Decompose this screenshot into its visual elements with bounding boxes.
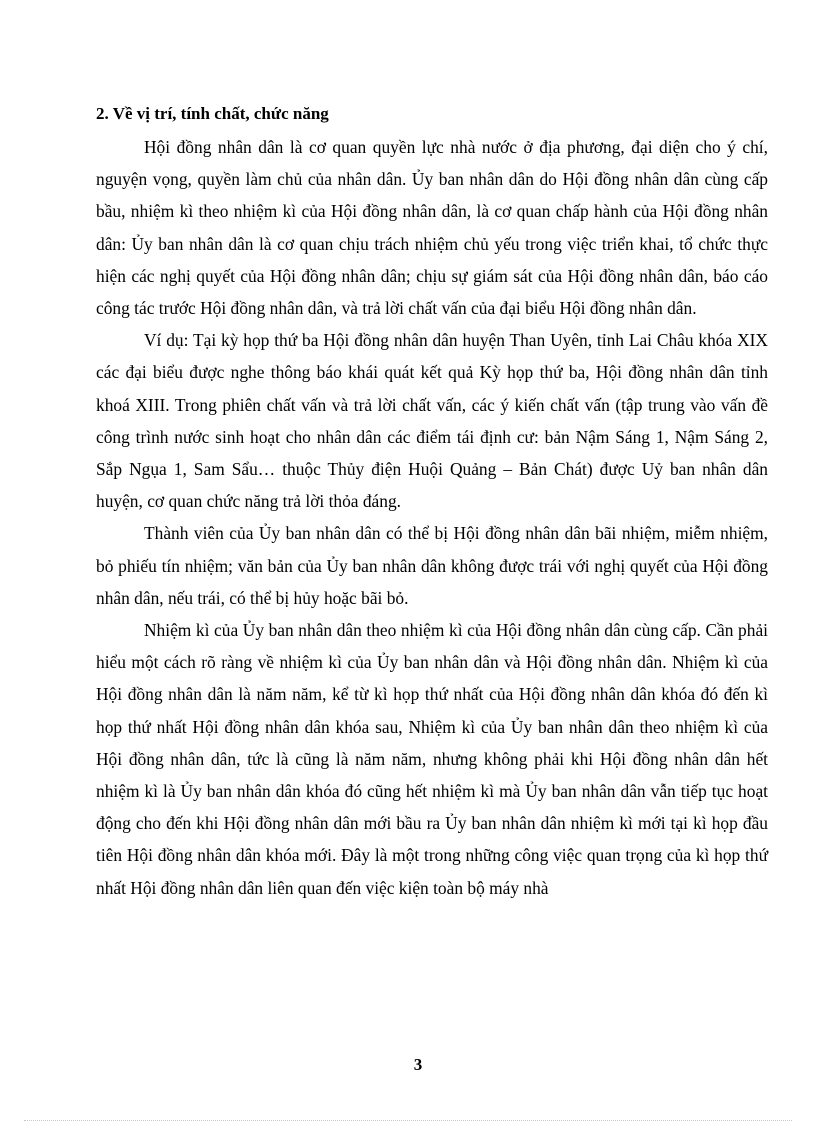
body-text	[96, 131, 768, 904]
paragraph-example-than-uyen: Ví dụ: Tại kỳ họp thứ ba Hội đồng nhân dân huyện Than Uyên, tỉnh Lai Châu khóa XIX các đại biểu được nghe thông báo khái quát kết quả Kỳ họp thứ ba, Hội đồng nhân dân tỉnh khoá XIII. Trong phiên chất vấn và trả lời chất vấn, các ý kiến chất vấn (tập trung vào vấn đề công trình nước sinh hoạt cho nhân dân các điểm tái định cư: bản Nậm Sáng 1, Nậm Sáng 2, Sắp Ngụa 1, Sam Sẩu… thuộc Thủy điện Huội Quảng – Bản Chát) được Uỷ ban nhân dân huyện, cơ quan chức năng trả lời thỏa đáng.	[96, 330, 768, 512]
paragraph-dismissal: Thành viên của Ủy ban nhân dân có thể bị Hội đồng nhân dân bãi nhiệm, miễm nhiệm, bỏ phiếu tín nhiệm; văn bản của Ủy ban nhân dân không được trái với nghị quyết của Hội đồng nhân dân, nếu trái, có thể bị hủy hoặc bãi bỏ.	[96, 523, 768, 608]
page-bottom-divider	[24, 1120, 792, 1121]
paragraph-term-of-office: Nhiệm kì của Ủy ban nhân dân theo nhiệm kì của Hội đồng nhân dân cùng cấp. Cần phải hiểu một cách rõ ràng về nhiệm kì của Ủy ban nhân dân và Hội đồng nhân dân. Nhiệm kì của Hội đồng nhân dân là năm năm, kể từ kì họp thứ nhất của Hội đồng nhân dân khóa đó đến kì họp thứ nhất Hội đồng nhân dân khóa sau, Nhiệm kì của Ủy ban nhân dân theo nhiệm kì của Hội đồng nhân dân, tức là cũng là năm năm, nhưng không phải khi Hội đồng nhân dân hết nhiệm kì là Ủy ban nhân dân khóa đó cũng hết nhiệm kì mà Ủy ban nhân dân vẫn tiếp tục hoạt động cho đến khi Hội đồng nhân dân mới bầu ra Ủy ban nhân dân nhiệm kì mới tại kì họp đầu tiên Hội đồng nhân dân khóa mới. Đây là một trong những công việc quan trọng của kì họp thứ nhất Hội đồng nhân dân liên quan đến việc kiện toàn bộ máy nhà	[96, 620, 768, 898]
section-heading: 2. Về vị trí, tính chất, chức năng	[96, 104, 329, 123]
page-number: 3	[413, 1055, 423, 1074]
paragraph-role-of-council: Hội đồng nhân dân là cơ quan quyền lực nhà nước ở địa phương, đại diện cho ý chí, nguyện vọng, quyền làm chủ của nhân dân. Ủy ban nhân dân do Hội đồng nhân dân cùng cấp bầu, nhiệm kì theo nhiệm kì của Hội đồng nhân dân, là cơ quan chấp hành của Hội đồng nhân dân: Ủy ban nhân dân là cơ quan chịu trách nhiệm chủ yếu trong việc triển khai, tổ chức thực hiện các nghị quyết của Hội đồng nhân dân; chịu sự giám sát của Hội đồng nhân dân, báo cáo công tác trước Hội đồng nhân dân, và trả lời chất vấn của đại biểu Hội đồng nhân dân.	[96, 137, 768, 319]
